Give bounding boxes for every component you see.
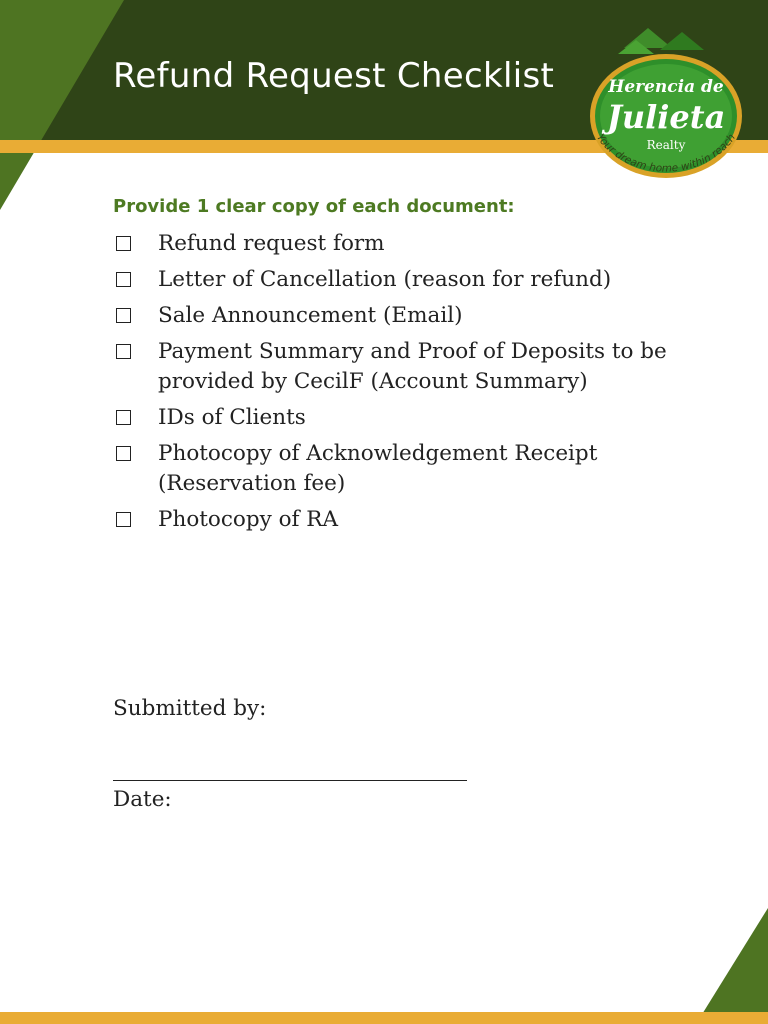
logo-line2: Julieta bbox=[606, 98, 726, 136]
checkbox-icon[interactable] bbox=[116, 344, 131, 359]
logo-line3: Realty bbox=[646, 138, 686, 152]
checkbox-icon[interactable] bbox=[116, 446, 131, 461]
page-title: Refund Request Checklist bbox=[113, 56, 555, 96]
checklist-item bbox=[113, 265, 713, 295]
checklist-item bbox=[113, 229, 713, 259]
checkbox-icon[interactable] bbox=[116, 410, 131, 425]
checklist-item-label: Photocopy of Acknowledgement Receipt (Reservation fee) bbox=[158, 441, 598, 496]
document-checklist bbox=[113, 229, 713, 541]
checklist-item bbox=[113, 337, 713, 397]
checkbox-icon[interactable] bbox=[116, 236, 131, 251]
footer-gold-stripe bbox=[0, 1012, 768, 1024]
checklist-item bbox=[113, 439, 713, 499]
date-label: Date: bbox=[113, 787, 172, 812]
checkbox-icon[interactable] bbox=[116, 272, 131, 287]
checkbox-icon[interactable] bbox=[116, 308, 131, 323]
corner-triangle-bottom-right bbox=[696, 908, 768, 1024]
checklist-item-label: Photocopy of RA bbox=[158, 507, 339, 532]
checklist-item-label: Letter of Cancellation (reason for refund) bbox=[158, 267, 612, 292]
logo-tagline: Your dream home within reach bbox=[594, 131, 738, 175]
submitted-by-label: Submitted by: bbox=[113, 696, 267, 721]
logo-line1: Herencia de bbox=[608, 77, 724, 97]
checklist-item bbox=[113, 505, 713, 535]
corner-triangle-top-left bbox=[0, 0, 130, 215]
checklist-item bbox=[113, 403, 713, 433]
checkbox-icon[interactable] bbox=[116, 512, 131, 527]
checklist-item-label: Refund request form bbox=[158, 231, 385, 256]
signature-line[interactable] bbox=[113, 780, 467, 781]
checklist-item bbox=[113, 301, 713, 331]
herencia-de-julieta-logo bbox=[578, 22, 754, 188]
checklist-intro: Provide 1 clear copy of each document: bbox=[113, 196, 515, 217]
checklist-item-label: IDs of Clients bbox=[158, 405, 306, 430]
checklist-item-label: Payment Summary and Proof of Deposits to be provided by CecilF (Account Summary) bbox=[158, 339, 667, 394]
checklist-item-label: Sale Announcement (Email) bbox=[158, 303, 463, 328]
